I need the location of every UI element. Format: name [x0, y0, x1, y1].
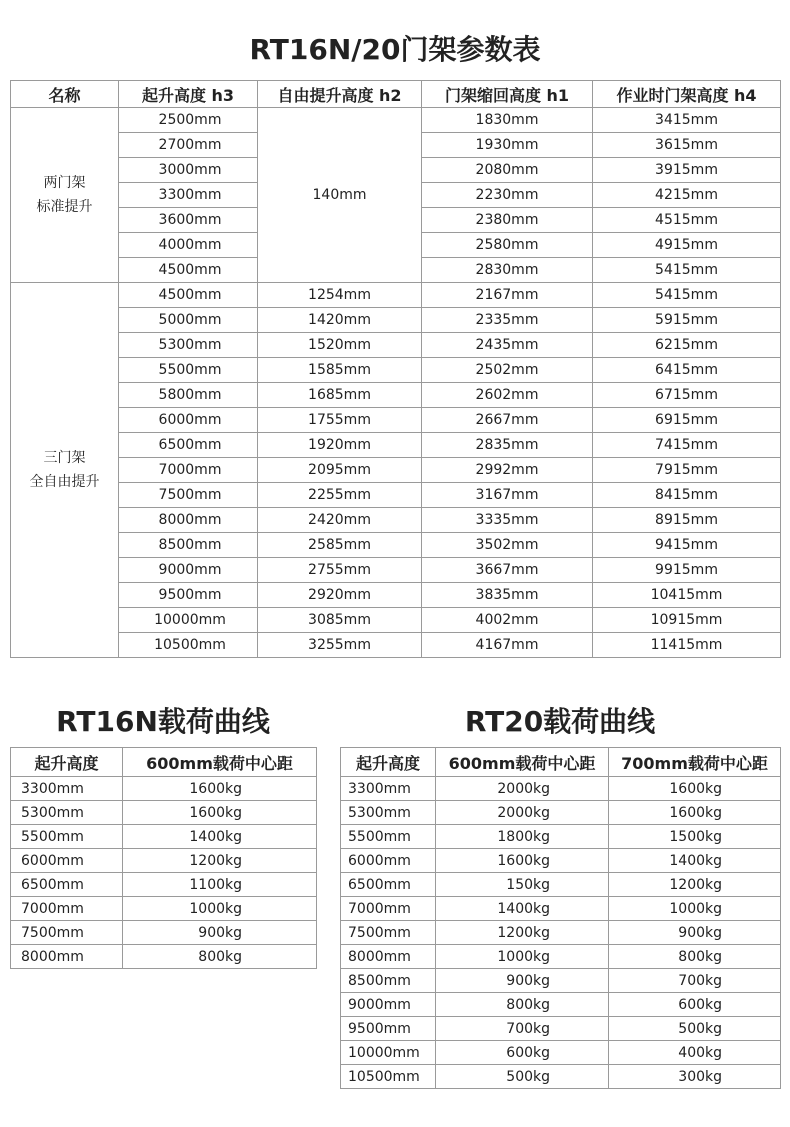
table-header-row	[11, 748, 317, 777]
table-header-row	[11, 81, 781, 108]
free-lift-cell: 2420mm	[258, 508, 422, 533]
free-lift-cell: 140mm	[258, 108, 422, 283]
free-lift-cell: 1755mm	[258, 408, 422, 433]
load-600-cell: 700kg	[436, 1017, 609, 1041]
table-row	[11, 358, 781, 383]
free-lift-cell: 2095mm	[258, 458, 422, 483]
free-lift-cell: 1520mm	[258, 333, 422, 358]
free-lift-cell: 2755mm	[258, 558, 422, 583]
table-row	[11, 777, 317, 801]
table-row	[11, 408, 781, 433]
load-600-cell: 800kg	[123, 945, 317, 969]
group-name-line: 全自由提升	[29, 474, 100, 490]
table-header-row	[341, 748, 781, 777]
retracted-height-cell: 3167mm	[422, 483, 593, 508]
extended-height-cell: 9415mm	[593, 533, 781, 558]
extended-height-cell: 5915mm	[593, 308, 781, 333]
header-load-700: 700mm载荷中心距	[609, 748, 781, 777]
retracted-height-cell: 2167mm	[422, 283, 593, 308]
load-700-cell: 700kg	[609, 969, 781, 993]
lift-height-cell: 5500mm	[341, 825, 436, 849]
page-title: RT16N/20门架参数表	[249, 33, 541, 66]
retracted-height-cell: 1830mm	[422, 108, 593, 133]
load-600-cell: 1200kg	[436, 921, 609, 945]
extended-height-cell: 7915mm	[593, 458, 781, 483]
load-600-cell: 1600kg	[123, 801, 317, 825]
lift-height-cell: 8500mm	[119, 533, 258, 558]
lift-height-cell: 4000mm	[119, 233, 258, 258]
table-row	[11, 433, 781, 458]
lift-height-cell: 10000mm	[341, 1041, 436, 1065]
header-name: 名称	[11, 81, 119, 108]
load-700-cell: 300kg	[609, 1065, 781, 1089]
table-row	[341, 849, 781, 873]
table-row	[11, 383, 781, 408]
lift-height-cell: 3300mm	[119, 183, 258, 208]
load-600-cell: 600kg	[436, 1041, 609, 1065]
lift-height-cell: 3600mm	[119, 208, 258, 233]
load-600-cell: 1600kg	[123, 777, 317, 801]
table-row	[341, 1041, 781, 1065]
lift-height-cell: 10500mm	[341, 1065, 436, 1089]
lift-height-cell: 8000mm	[341, 945, 436, 969]
mast-parameter-table	[10, 80, 781, 658]
extended-height-cell: 3415mm	[593, 108, 781, 133]
retracted-height-cell: 2830mm	[422, 258, 593, 283]
load-600-cell: 1100kg	[123, 873, 317, 897]
table-row	[341, 921, 781, 945]
lift-height-cell: 7000mm	[341, 897, 436, 921]
retracted-height-cell: 3835mm	[422, 583, 593, 608]
load-600-cell: 1200kg	[123, 849, 317, 873]
lift-height-cell: 9000mm	[341, 993, 436, 1017]
table-row	[11, 921, 317, 945]
load-600-cell: 1000kg	[436, 945, 609, 969]
lift-height-cell: 6500mm	[119, 433, 258, 458]
lift-height-cell: 8000mm	[119, 508, 258, 533]
lift-height-cell: 4500mm	[119, 283, 258, 308]
load-700-cell: 1500kg	[609, 825, 781, 849]
free-lift-cell: 3255mm	[258, 633, 422, 658]
lift-height-cell: 5000mm	[119, 308, 258, 333]
retracted-height-cell: 2380mm	[422, 208, 593, 233]
header-free-lift: 自由提升高度 h2	[258, 81, 422, 108]
free-lift-cell: 1420mm	[258, 308, 422, 333]
lift-height-cell: 7500mm	[119, 483, 258, 508]
table-row	[11, 283, 781, 308]
table-row	[11, 583, 781, 608]
extended-height-cell: 4215mm	[593, 183, 781, 208]
table-row	[341, 873, 781, 897]
header-load-600: 600mm载荷中心距	[436, 748, 609, 777]
table-row	[341, 897, 781, 921]
table-row	[11, 897, 317, 921]
load-600-cell: 1400kg	[123, 825, 317, 849]
table-row	[341, 825, 781, 849]
group-name-line: 标准提升	[36, 199, 93, 215]
table-row	[11, 308, 781, 333]
rt20-title: RT20载荷曲线	[464, 705, 656, 738]
table-row	[11, 608, 781, 633]
free-lift-cell: 2255mm	[258, 483, 422, 508]
load-600-cell: 1800kg	[436, 825, 609, 849]
header-retracted-height: 门架缩回高度 h1	[422, 81, 593, 108]
lift-height-cell: 5500mm	[119, 358, 258, 383]
rt16n-title: RT16N载荷曲线	[56, 705, 270, 738]
table-row	[341, 945, 781, 969]
table-row	[11, 508, 781, 533]
load-600-cell: 1600kg	[436, 849, 609, 873]
lift-height-cell: 7000mm	[11, 897, 123, 921]
lift-height-cell: 3000mm	[119, 158, 258, 183]
lift-height-cell: 2500mm	[119, 108, 258, 133]
group-name-cell	[11, 108, 119, 283]
load-700-cell: 900kg	[609, 921, 781, 945]
retracted-height-cell: 2502mm	[422, 358, 593, 383]
table-row	[11, 558, 781, 583]
retracted-height-cell: 4002mm	[422, 608, 593, 633]
free-lift-cell: 1685mm	[258, 383, 422, 408]
extended-height-cell: 8415mm	[593, 483, 781, 508]
lift-height-cell: 5300mm	[119, 333, 258, 358]
retracted-height-cell: 2230mm	[422, 183, 593, 208]
table-row	[11, 873, 317, 897]
extended-height-cell: 6915mm	[593, 408, 781, 433]
extended-height-cell: 9915mm	[593, 558, 781, 583]
table-row	[341, 993, 781, 1017]
table-row	[11, 108, 781, 133]
lift-height-cell: 6000mm	[119, 408, 258, 433]
extended-height-cell: 6415mm	[593, 358, 781, 383]
free-lift-cell: 2920mm	[258, 583, 422, 608]
load-600-cell: 900kg	[436, 969, 609, 993]
load-600-cell: 1400kg	[436, 897, 609, 921]
load-600-cell: 500kg	[436, 1065, 609, 1089]
load-700-cell: 1600kg	[609, 801, 781, 825]
lift-height-cell: 7000mm	[119, 458, 258, 483]
retracted-height-cell: 1930mm	[422, 133, 593, 158]
retracted-height-cell: 2335mm	[422, 308, 593, 333]
table-row	[341, 1065, 781, 1089]
lift-height-cell: 8500mm	[341, 969, 436, 993]
lift-height-cell: 5800mm	[119, 383, 258, 408]
load-700-cell: 1000kg	[609, 897, 781, 921]
table-row	[11, 533, 781, 558]
table-row	[11, 801, 317, 825]
table-row	[11, 849, 317, 873]
lift-height-cell: 6500mm	[341, 873, 436, 897]
lift-height-cell: 7500mm	[341, 921, 436, 945]
free-lift-cell: 3085mm	[258, 608, 422, 633]
lift-height-cell: 8000mm	[11, 945, 123, 969]
load-600-cell: 2000kg	[436, 801, 609, 825]
extended-height-cell: 5415mm	[593, 258, 781, 283]
retracted-height-cell: 2602mm	[422, 383, 593, 408]
lift-height-cell: 9500mm	[341, 1017, 436, 1041]
load-600-cell: 150kg	[436, 873, 609, 897]
load-700-cell: 800kg	[609, 945, 781, 969]
free-lift-cell: 1585mm	[258, 358, 422, 383]
header-lift-height: 起升高度	[341, 748, 436, 777]
free-lift-cell: 1254mm	[258, 283, 422, 308]
extended-height-cell: 3915mm	[593, 158, 781, 183]
free-lift-cell: 1920mm	[258, 433, 422, 458]
header-lift-height: 起升高度	[11, 748, 123, 777]
table-row	[341, 969, 781, 993]
retracted-height-cell: 2580mm	[422, 233, 593, 258]
retracted-height-cell: 3502mm	[422, 533, 593, 558]
lift-height-cell: 6000mm	[11, 849, 123, 873]
rt20-load-table	[340, 747, 781, 1089]
load-600-cell: 2000kg	[436, 777, 609, 801]
load-600-cell: 800kg	[436, 993, 609, 1017]
lift-height-cell: 9500mm	[119, 583, 258, 608]
load-700-cell: 1400kg	[609, 849, 781, 873]
group-name-line: 三门架	[43, 450, 86, 466]
table-row	[11, 825, 317, 849]
lift-height-cell: 2700mm	[119, 133, 258, 158]
lift-height-cell: 6000mm	[341, 849, 436, 873]
lift-height-cell: 3300mm	[341, 777, 436, 801]
extended-height-cell: 10415mm	[593, 583, 781, 608]
table-row	[11, 633, 781, 658]
free-lift-cell: 2585mm	[258, 533, 422, 558]
retracted-height-cell: 2992mm	[422, 458, 593, 483]
lift-height-cell: 10000mm	[119, 608, 258, 633]
retracted-height-cell: 2835mm	[422, 433, 593, 458]
table-row	[11, 483, 781, 508]
load-700-cell: 400kg	[609, 1041, 781, 1065]
header-extended-height: 作业时门架高度 h4	[593, 81, 781, 108]
extended-height-cell: 3615mm	[593, 133, 781, 158]
extended-height-cell: 10915mm	[593, 608, 781, 633]
group-name-line: 两门架	[43, 175, 86, 191]
lift-height-cell: 3300mm	[11, 777, 123, 801]
table-row	[341, 1017, 781, 1041]
extended-height-cell: 11415mm	[593, 633, 781, 658]
lift-height-cell: 5500mm	[11, 825, 123, 849]
table-row	[11, 458, 781, 483]
retracted-height-cell: 2435mm	[422, 333, 593, 358]
rt16n-load-table	[10, 747, 317, 969]
load-700-cell: 1600kg	[609, 777, 781, 801]
lift-height-cell: 7500mm	[11, 921, 123, 945]
load-600-cell: 900kg	[123, 921, 317, 945]
table-row	[11, 945, 317, 969]
load-700-cell: 1200kg	[609, 873, 781, 897]
extended-height-cell: 5415mm	[593, 283, 781, 308]
extended-height-cell: 6215mm	[593, 333, 781, 358]
lift-height-cell: 9000mm	[119, 558, 258, 583]
retracted-height-cell: 2667mm	[422, 408, 593, 433]
header-load-600: 600mm载荷中心距	[123, 748, 317, 777]
retracted-height-cell: 3335mm	[422, 508, 593, 533]
load-700-cell: 600kg	[609, 993, 781, 1017]
table-row	[11, 333, 781, 358]
extended-height-cell: 6715mm	[593, 383, 781, 408]
retracted-height-cell: 4167mm	[422, 633, 593, 658]
extended-height-cell: 8915mm	[593, 508, 781, 533]
lift-height-cell: 5300mm	[341, 801, 436, 825]
lift-height-cell: 6500mm	[11, 873, 123, 897]
retracted-height-cell: 3667mm	[422, 558, 593, 583]
lift-height-cell: 4500mm	[119, 258, 258, 283]
extended-height-cell: 4915mm	[593, 233, 781, 258]
load-600-cell: 1000kg	[123, 897, 317, 921]
table-row	[341, 801, 781, 825]
lift-height-cell: 10500mm	[119, 633, 258, 658]
extended-height-cell: 4515mm	[593, 208, 781, 233]
load-700-cell: 500kg	[609, 1017, 781, 1041]
retracted-height-cell: 2080mm	[422, 158, 593, 183]
table-row	[341, 777, 781, 801]
group-name-cell	[11, 283, 119, 658]
lift-height-cell: 5300mm	[11, 801, 123, 825]
extended-height-cell: 7415mm	[593, 433, 781, 458]
header-lift-height: 起升高度 h3	[119, 81, 258, 108]
